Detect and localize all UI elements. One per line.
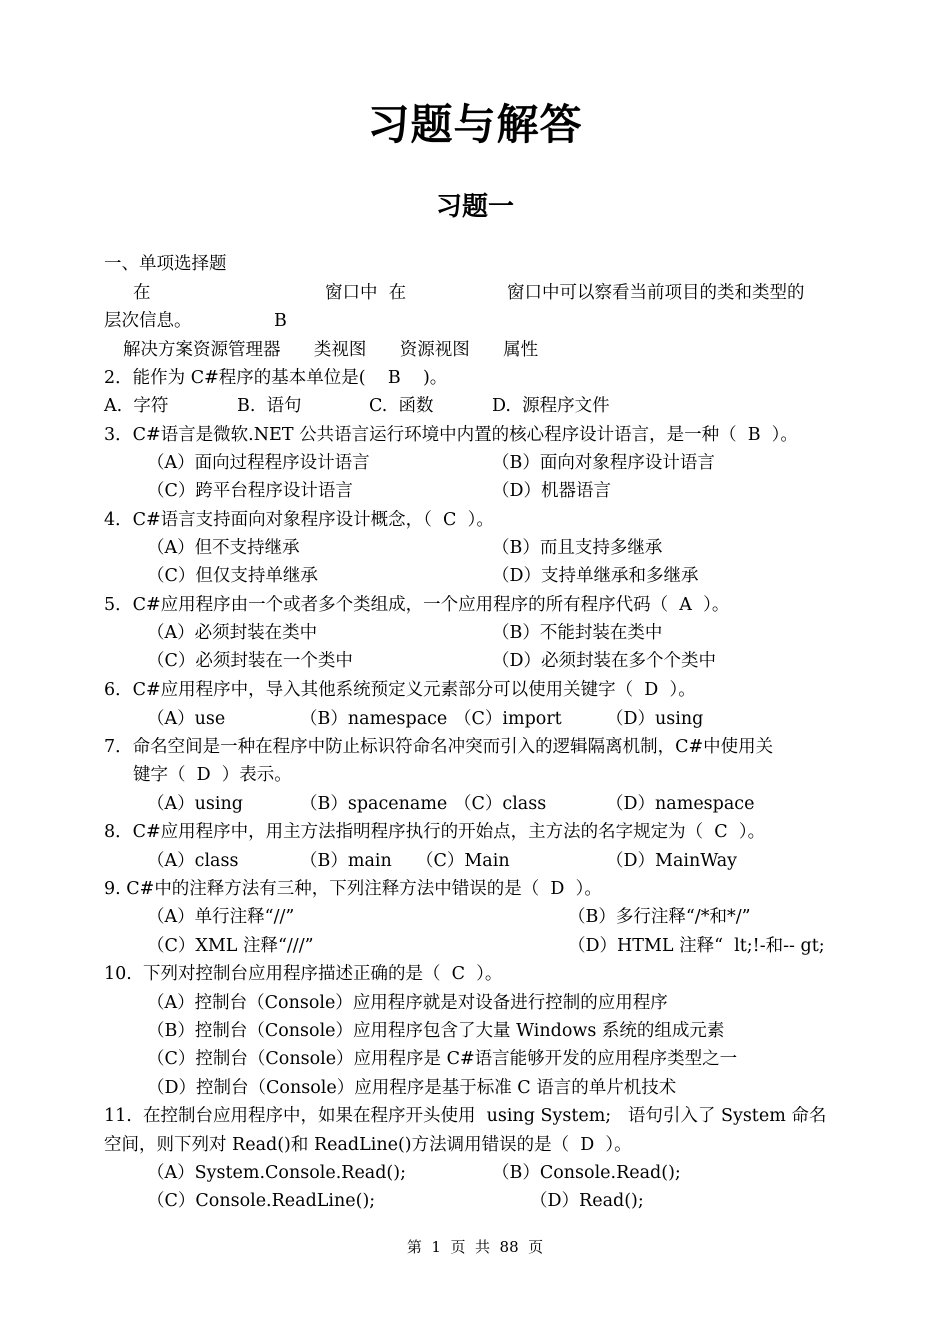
q3-text: 3．C#语言是微软.NET 公共语言运行环境中内置的核心程序设计语言，是一种（ B ）。 (104, 425, 798, 445)
q3-option-c: （C）跨平台程序设计语言 (147, 481, 353, 501)
q10-option-a: （A）控制台（Console）应用程序就是对设备进行控制的应用程序 (147, 993, 668, 1013)
q9-option-b: （B）多行注释“/*和*/” (568, 907, 751, 927)
section-title: 习题一 (435, 192, 514, 222)
q4-option-b: （B）而且支持多继承 (492, 538, 663, 558)
q9-text: 9. C#中的注释方法有三种，下列注释方法中错误的是（ D ）。 (104, 879, 602, 899)
q1-text-part: 窗口中可以察看当前项目的类和类型的 (507, 283, 805, 303)
q8-option-a: （A）class (147, 851, 239, 871)
q7-option-b: （B）spacename (300, 794, 448, 814)
q7-option-a: （A）using (147, 794, 243, 814)
q2-option-b: B. 语句 (237, 396, 302, 416)
q8-text: 8．C#应用程序中，用主方法指明程序执行的开始点，主方法的名字规定为（ C ）。 (104, 822, 766, 842)
q9-option-a: （A）单行注释“//” (147, 907, 295, 927)
q10-text: 10. 下列对控制台应用程序描述正确的是（ C ）。 (104, 964, 503, 984)
q2-option-c: C. 函数 (369, 396, 434, 416)
section-heading: 一、单项选择题 (104, 254, 227, 274)
q7-text-cont: 键字（ D ）表示。 (133, 765, 292, 785)
q11-option-d: （D）Read(); (530, 1191, 644, 1211)
q4-option-c: （C）但仅支持单继承 (147, 566, 318, 586)
q4-text: 4．C#语言支持面向对象程序设计概念，（ C ）。 (104, 510, 494, 530)
q5-option-c: （C）必须封装在一个类中 (147, 651, 353, 671)
q10-option-d: （D）控制台（Console）应用程序是基于标准 C 语言的单片机技术 (147, 1078, 677, 1098)
q7-option-c: （C）class (454, 794, 547, 814)
q5-option-d: （D）必须封装在多个个类中 (492, 651, 717, 671)
q5-text: 5．C#应用程序由一个或者多个类组成，一个应用程序的所有程序代码（ A ）。 (104, 595, 730, 615)
q10-option-b: （B）控制台（Console）应用程序包含了大量 Windows 系统的组成元素 (147, 1021, 725, 1041)
q4-option-a: （A）但不支持继承 (147, 538, 300, 558)
q11-option-a: （A）System.Console.Read(); (147, 1163, 406, 1183)
q6-option-d: （D）using (606, 709, 704, 729)
q1-answer: B (274, 311, 287, 331)
q9-option-d: （D）HTML 注释“ lt;!-和-- gt; (568, 936, 825, 956)
q2-option-d: D. 源程序文件 (492, 396, 610, 416)
q3-option-a: （A）面向过程程序设计语言 (147, 453, 370, 473)
q7-option-d: （D）namespace (606, 794, 755, 814)
page-number-footer: 第 1 页 共 88 页 (406, 1238, 544, 1256)
q5-option-b: （B）不能封装在类中 (492, 623, 663, 643)
q11-text-cont: 空间，则下列对 Read()和 ReadLine()方法调用错误的是（ D ）。 (104, 1135, 632, 1155)
q8-option-d: （D）MainWay (606, 851, 738, 871)
q6-option-a: （A）use (147, 709, 226, 729)
q3-option-b: （B）面向对象程序设计语言 (492, 453, 715, 473)
q8-option-b: （B）main (300, 851, 392, 871)
q6-option-c: （C）import (454, 709, 562, 729)
q9-option-c: （C）XML 注释“///” (147, 936, 314, 956)
q11-option-b: （B）Console.Read(); (492, 1163, 681, 1183)
q1-text-part: 在 (133, 283, 151, 303)
q8-option-c: （C）Main (416, 851, 510, 871)
q3-option-d: （D）机器语言 (492, 481, 612, 501)
q1-text-part: 层次信息。 (104, 311, 192, 331)
q2-text: 2．能作为 C#程序的基本单位是( B )。 (104, 368, 448, 388)
q6-text: 6．C#应用程序中，导入其他系统预定义元素部分可以使用关键字（ D ）。 (104, 680, 696, 700)
q1-options: 解决方案资源管理器 类视图 资源视图 属性 (123, 340, 539, 360)
q11-option-c: （C）Console.ReadLine(); (147, 1191, 376, 1211)
page-title: 习题与解答 (367, 100, 583, 149)
q10-option-c: （C）控制台（Console）应用程序是 C#语言能够开发的应用程序类型之一 (147, 1049, 738, 1069)
q7-text: 7．命名空间是一种在程序中防止标识符命名冲突而引入的逻辑隔离机制，C#中使用关 (104, 737, 774, 757)
q5-option-a: （A）必须封装在类中 (147, 623, 318, 643)
q6-option-b: （B）namespace (300, 709, 448, 729)
q11-text: 11. 在控制台应用程序中，如果在程序开头使用 using System; 语句引入了 System 命名 (104, 1106, 827, 1126)
q2-option-a: A. 字符 (104, 396, 169, 416)
q4-option-d: （D）支持单继承和多继承 (492, 566, 699, 586)
q1-text-part: 窗口中 在 (325, 283, 407, 303)
